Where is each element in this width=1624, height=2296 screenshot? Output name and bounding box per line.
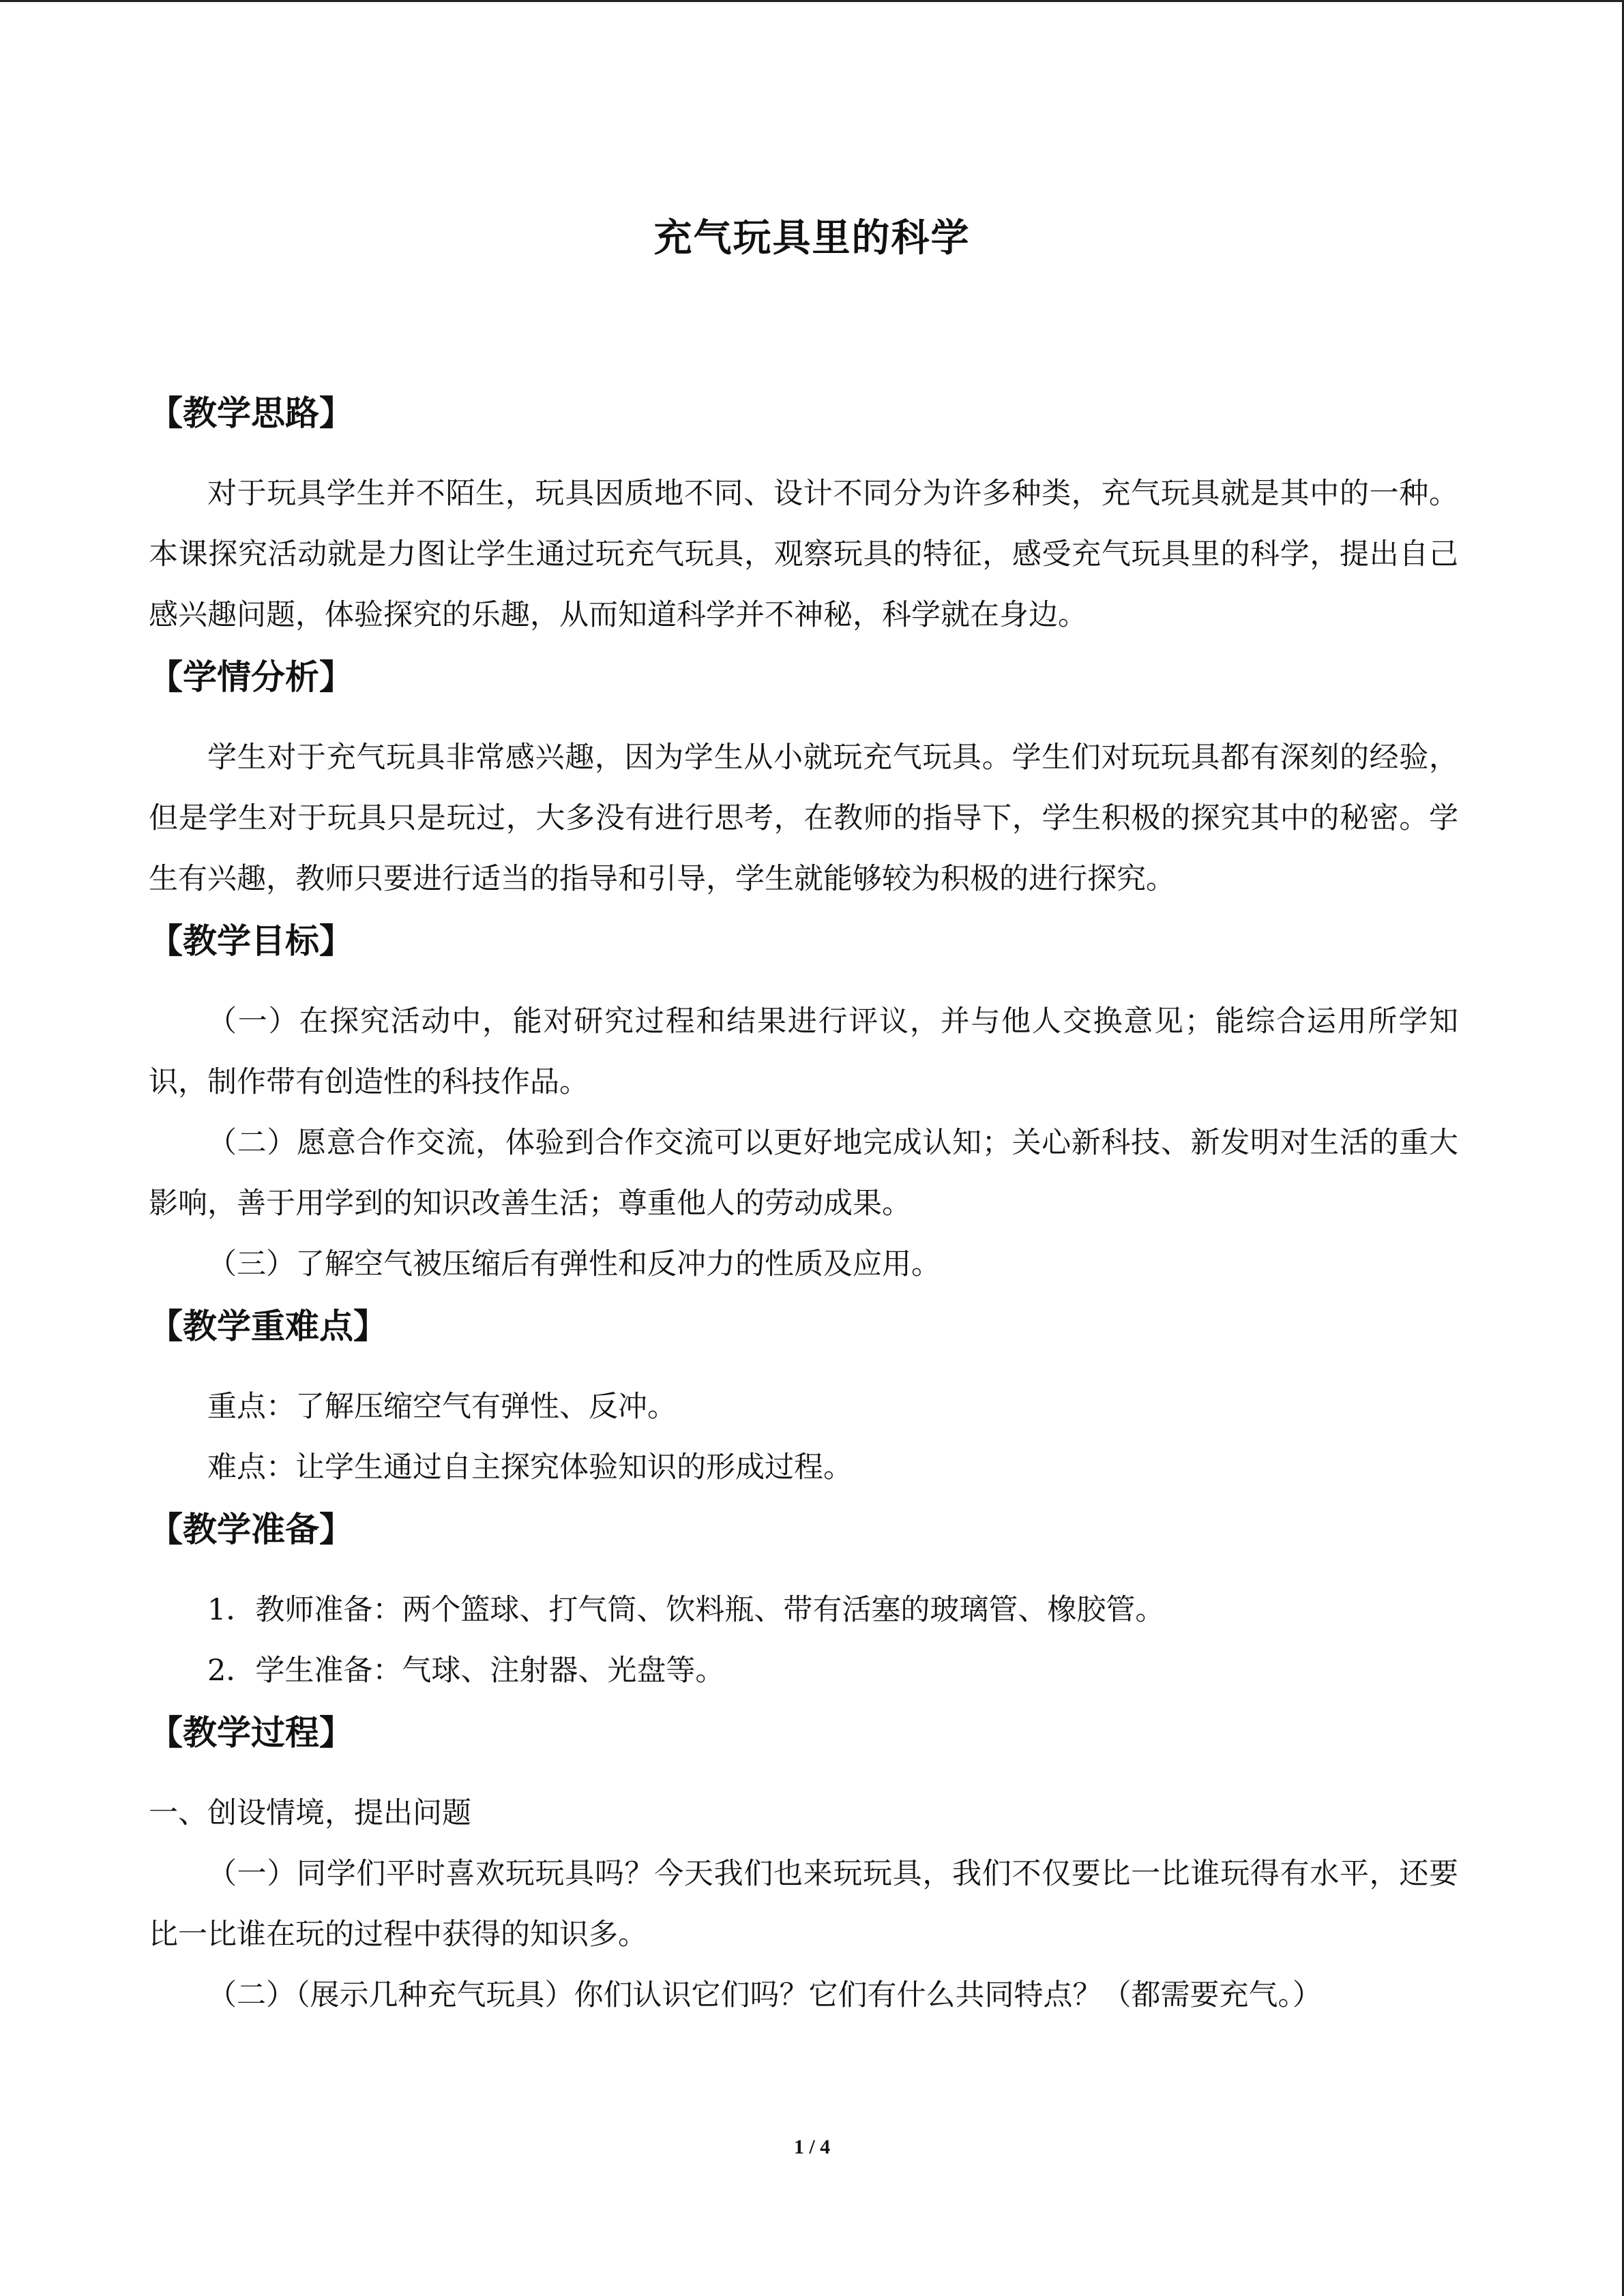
section-heading: 【教学重难点】 bbox=[149, 1307, 387, 1346]
paragraph: （三）了解空气被压缩后有弹性和反冲力的性质及应用。 bbox=[207, 1247, 941, 1281]
section-teaching-process bbox=[149, 1701, 1458, 2026]
section-student-analysis bbox=[149, 646, 1458, 910]
paragraph: 2．学生准备：气球、注射器、光盘等。 bbox=[207, 1654, 725, 1688]
section-heading: 【教学思路】 bbox=[149, 393, 353, 433]
paragraph: （一）同学们平时喜欢玩玩具吗？今天我们也来玩玩具，我们不仅要比一比谁玩得有水平，还要比一比谁在玩的过程中获得的知识多。 bbox=[149, 1857, 1458, 1952]
page-number: 1 / 4 bbox=[793, 2136, 831, 2158]
section-key-points bbox=[149, 1295, 1458, 1498]
section-teaching-approach bbox=[149, 382, 1458, 646]
paragraph: 对于玩具学生并不陌生，玩具因质地不同、设计不同分为许多种类，充气玩具就是其中的一种。本课探究活动就是力图让学生通过玩充气玩具，观察玩具的特征，感受充气玩具里的科学，提出自己感兴趣问题，体验探究的乐趣，从而知道科学并不神秘，科学就在身边。 bbox=[149, 477, 1458, 632]
section-heading: 【教学目标】 bbox=[149, 921, 353, 961]
section-heading: 【教学过程】 bbox=[149, 1713, 353, 1753]
paragraph: （一）在探究活动中，能对研究过程和结果进行评议，并与他人交换意见；能综合运用所学知识，制作带有创造性的科技作品。 bbox=[149, 1004, 1458, 1099]
subheading: 一、创设情境，提出问题 bbox=[149, 1796, 471, 1830]
section-teaching-goals bbox=[149, 910, 1458, 1295]
page-border-top bbox=[0, 0, 1624, 2]
paragraph: （二）（展示几种充气玩具）你们认识它们吗？它们有什么共同特点？（都需要充气。） bbox=[207, 1978, 1322, 2012]
paragraph: （二）愿意合作交流，体验到合作交流可以更好地完成认知；关心新科技、新发明对生活的重大影响，善于用学到的知识改善生活；尊重他人的劳动成果。 bbox=[149, 1126, 1458, 1221]
paragraph: 难点：让学生通过自主探究体验知识的形成过程。 bbox=[207, 1450, 853, 1485]
document-title: 充气玩具里的科学 bbox=[653, 216, 971, 260]
paragraph: 学生对于充气玩具非常感兴趣，因为学生从小就玩充气玩具。学生们对玩玩具都有深刻的经验，但是学生对于玩具只是玩过，大多没有进行思考，在教师的指导下，学生积极的探究其中的秘密。学生有兴趣，教师只要进行适当的指导和引导，学生就能够较为积极的进行探究。 bbox=[149, 741, 1458, 896]
paragraph: 1．教师准备：两个篮球、打气筒、饮料瓶、带有活塞的玻璃管、橡胶管。 bbox=[207, 1593, 1165, 1627]
section-heading: 【教学准备】 bbox=[149, 1510, 353, 1549]
document-body bbox=[149, 382, 1458, 2026]
paragraph: 重点：了解压缩空气有弹性、反冲。 bbox=[207, 1390, 677, 1424]
section-preparation bbox=[149, 1498, 1458, 1701]
section-heading: 【学情分析】 bbox=[149, 657, 353, 697]
